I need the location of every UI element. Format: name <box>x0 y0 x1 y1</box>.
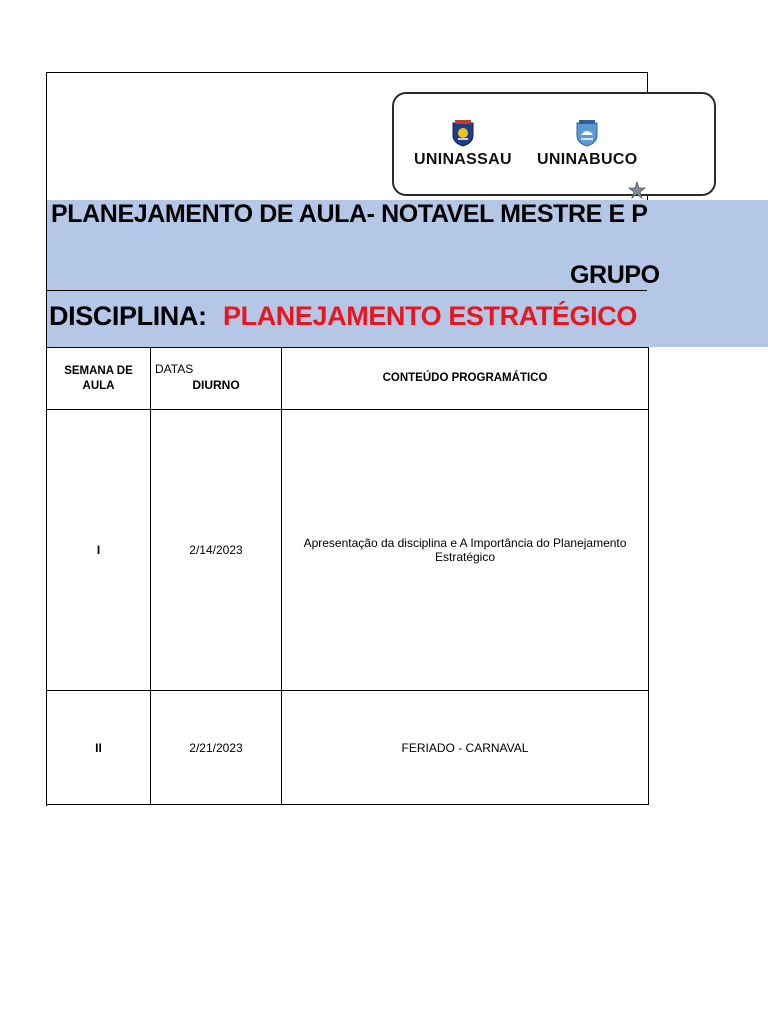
dates-column-header <box>151 348 282 410</box>
uninabuco-shield-icon <box>576 119 598 147</box>
page-title: PLANEJAMENTO DE AULA- NOTAVEL MESTRE E P <box>51 200 648 228</box>
table-header-row <box>47 348 649 410</box>
diurno-label: DIURNO <box>192 378 240 392</box>
uninassau-name: UNINASSAU <box>414 151 512 168</box>
group-label: GRUPO <box>570 261 660 289</box>
week-column-header: SEMANA DE AULA <box>47 348 151 410</box>
table-row <box>47 410 649 691</box>
table-row <box>47 691 649 805</box>
uninabuco-logo <box>537 119 637 169</box>
week-cell: I <box>47 410 151 691</box>
logo-banner <box>392 92 716 196</box>
lesson-plan-table <box>46 347 649 805</box>
emblem-icon <box>626 180 648 202</box>
uninassau-shield-icon <box>452 119 474 147</box>
content-cell: Apresentação da disciplina e A Importância do Planejamento Estratégico <box>282 410 649 691</box>
date-cell: 2/14/2023 <box>151 410 282 691</box>
frame-border-top <box>46 72 648 73</box>
dates-label: DATAS <box>155 362 194 376</box>
content-column-header: CONTEÚDO PROGRAMÁTICO <box>282 348 649 410</box>
discipline-value: PLANEJAMENTO ESTRATÉGICO <box>223 301 637 331</box>
week-cell: II <box>47 691 151 805</box>
header-band <box>47 200 768 347</box>
uninabuco-name: UNINABUCO <box>537 151 638 168</box>
uninassau-logo <box>414 119 512 169</box>
content-cell: FERIADO - CARNAVAL <box>282 691 649 805</box>
discipline-label: DISCIPLINA: <box>49 301 207 331</box>
header-divider <box>47 290 647 291</box>
date-cell: 2/21/2023 <box>151 691 282 805</box>
